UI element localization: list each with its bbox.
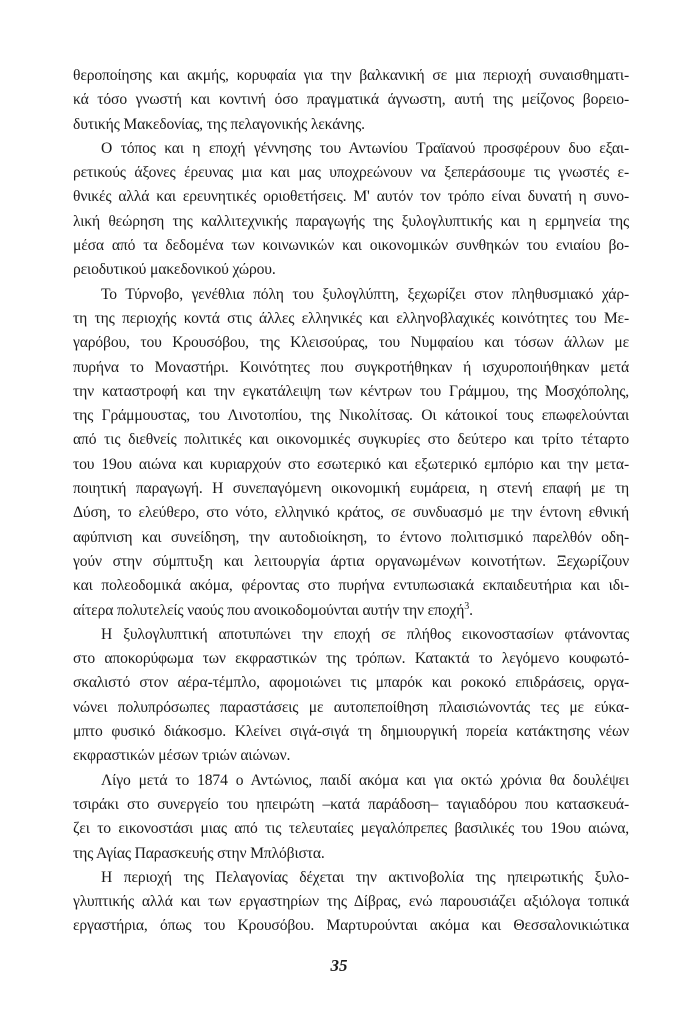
footnote-marker: 3 — [464, 600, 470, 612]
text-line: αφύπνιση και συνείδηση, την αυτοδιοίκηση, το έντονο πολιτισμικό παρελθόν οδη- — [73, 528, 629, 546]
paragraph — [73, 623, 629, 769]
text-line: εκφραστικών μέσων τριών αιώνων. — [73, 747, 291, 765]
text-line: Η ξυλογλυπτική αποτυπώνει την εποχή σε πλήθος εικονοστασίων φτάνοντας — [101, 625, 629, 643]
text-line: νώνει πολυπρόσωπες παραστάσεις με αυτοπεποίθηση πλαισιώνοντάς τες με εύκα- — [73, 698, 629, 716]
text-line: Λίγο μετά το 1874 ο Αντώνιος, παιδί ακόμα και για οκτώ χρόνια θα δουλέψει — [101, 771, 629, 789]
text-line: γούν στην σύμπτυξη και λειτουργία άρτια οργανωμένων κοινοτήτων. Ξεχωρίζουν — [73, 552, 629, 570]
text-line: ρειοδυτικού μακεδονικού χώρου. — [73, 261, 276, 279]
footnote-punctuation: . — [469, 601, 473, 619]
text-line: θεροποίησης και ακμής, κορυφαία για την βαλκανική σε μια περιοχή συναισθηματι- — [73, 67, 629, 84]
text-line: ποιητική παραγωγή. Η συνεπαγόμενη οικονομική ευμάρεια, η στενή επαφή με τη — [73, 480, 629, 498]
paragraph — [73, 137, 629, 283]
paragraph — [73, 866, 629, 939]
text-line: στο αποκορύφωμα των εκφραστικών της τρόπων. Κατακτά το λεγόμενο κουφωτό- — [73, 650, 629, 668]
text-line: τσιράκι στο συνεργείο του ηπειρώτη –κατά παράδοση– ταγιαδόρου που κατασκευά- — [73, 795, 629, 813]
text-line: αίτερα πολυτελείς ναούς που ανοικοδομούνται αυτήν την εποχή$^3$. — [73, 600, 473, 619]
text-line: δυτικής Μακεδονίας, της πελαγονικής λεκάνης. — [73, 115, 365, 133]
text-line: της Γράμμουστας, του Λινοτοπίου, της Νικολίτσας. Οι κάτοικοί τους επωφελούνται — [73, 407, 629, 425]
text-line: Η περιοχή της Πελαγονίας δέχεται την ακτινοβολία της ηπειρωτικής ξυλο- — [101, 868, 629, 886]
paragraph — [73, 769, 629, 866]
text-line: Ο τόπος και η εποχή γέννησης του Αντωνίου Τραϊανού προσφέρουν δυο εξαι- — [101, 139, 629, 157]
body-text — [73, 64, 629, 939]
text-line: μέσα από τα δεδομένα των κοινωνικών και οικονομικών συνθηκών του ενιαίου βο- — [73, 237, 629, 255]
text-line: Το Τύρνοβο, γενέθλια πόλη του ξυλογλύπτη, ξεχωρίζει στον πληθυσμιακό χάρ- — [101, 285, 629, 303]
text-line: μπτο φυσικό διάκοσμο. Κλείνει σιγά-σιγά τη δημιουργική πορεία κατάκτησης νέων — [73, 723, 629, 741]
paragraph — [73, 64, 629, 137]
text-line: κά τόσο γνωστή και κοντινή όσο πραγματικά άγνωστη, αυτή της μείζονος βορειο- — [73, 91, 629, 109]
text-line: γλυπτικής αλλά και των εργαστηρίων της Δίβρας, ενώ παρουσιάζει αξιόλογα τοπικά — [73, 893, 629, 911]
text-line: γαρόβου, του Κρουσόβου, της Κλεισούρας, του Νυμφαίου και τόσων άλλων με — [73, 334, 629, 352]
text-line: του 19ου αιώνα και κυριαρχούν στο εσωτερικό και εξωτερικό εμπόριο και την μετα- — [73, 455, 629, 473]
text-line: ζει το εικονοστάσι μιας από τις τελευταίες μεγαλόπρεπες βασιλικές του 19ου αιώνα, — [73, 820, 629, 838]
text-line: λική θεώρηση της καλλιτεχνικής παραγωγής της ξυλογλυπτικής και η ερμηνεία της — [73, 212, 629, 230]
text-line: πυρήνα το Μοναστήρι. Κοινότητες που συγκροτήθηκαν ή ισχυροποιήθηκαν μετά — [73, 358, 629, 376]
paragraph — [73, 283, 629, 623]
text-line: θνικές αλλά και ερευνητικές οριοθετήσεις. Μ' αυτόν τον τρόπο είναι δυνατή η συνο- — [73, 188, 629, 206]
text-line: σκαλιστό στον αέρα-τέμπλο, αφομοιώνει τις μπαρόκ και ροκοκό επιδράσεις, οργα- — [73, 674, 629, 692]
text-line: εργαστήρια, όπως του Κρουσόβου. Μαρτυρούνται ακόμα και Θεσσαλονικιώτικα — [73, 917, 629, 935]
text-line: Δύση, το ελεύθερο, στο νότο, ελληνικό κράτος, σε συνδυασμό με την έντονη εθνική — [73, 504, 629, 522]
text-line: από τις διεθνείς πολιτικές και οικονομικές συγκυρίες στο δεύτερο και τρίτο τέταρτο — [73, 431, 629, 449]
text-line: ρετικούς άξονες έρευνας μια και μας υποχρεώνουν να ξεπεράσουμε τις γνωστές ε- — [73, 164, 629, 182]
text-line: της Αγίας Παρασκευής στην Μπλόβιστα. — [73, 844, 325, 862]
text-line: και πολεοδομικά ακόμα, φέροντας στο πυρήνα εντυπωσιακά εκπαιδευτήρια και ιδι- — [73, 577, 629, 595]
page-number: 35 — [330, 956, 348, 975]
text-line: την καταστροφή και την εγκατάλειψη των κέντρων του Γράμμου, της Μοσχόπολης, — [73, 382, 629, 400]
text-line: τη της περιοχής κοντά στις άλλες ελληνικές και ελληνοβλαχικές κοινότητες του Με- — [73, 309, 629, 327]
